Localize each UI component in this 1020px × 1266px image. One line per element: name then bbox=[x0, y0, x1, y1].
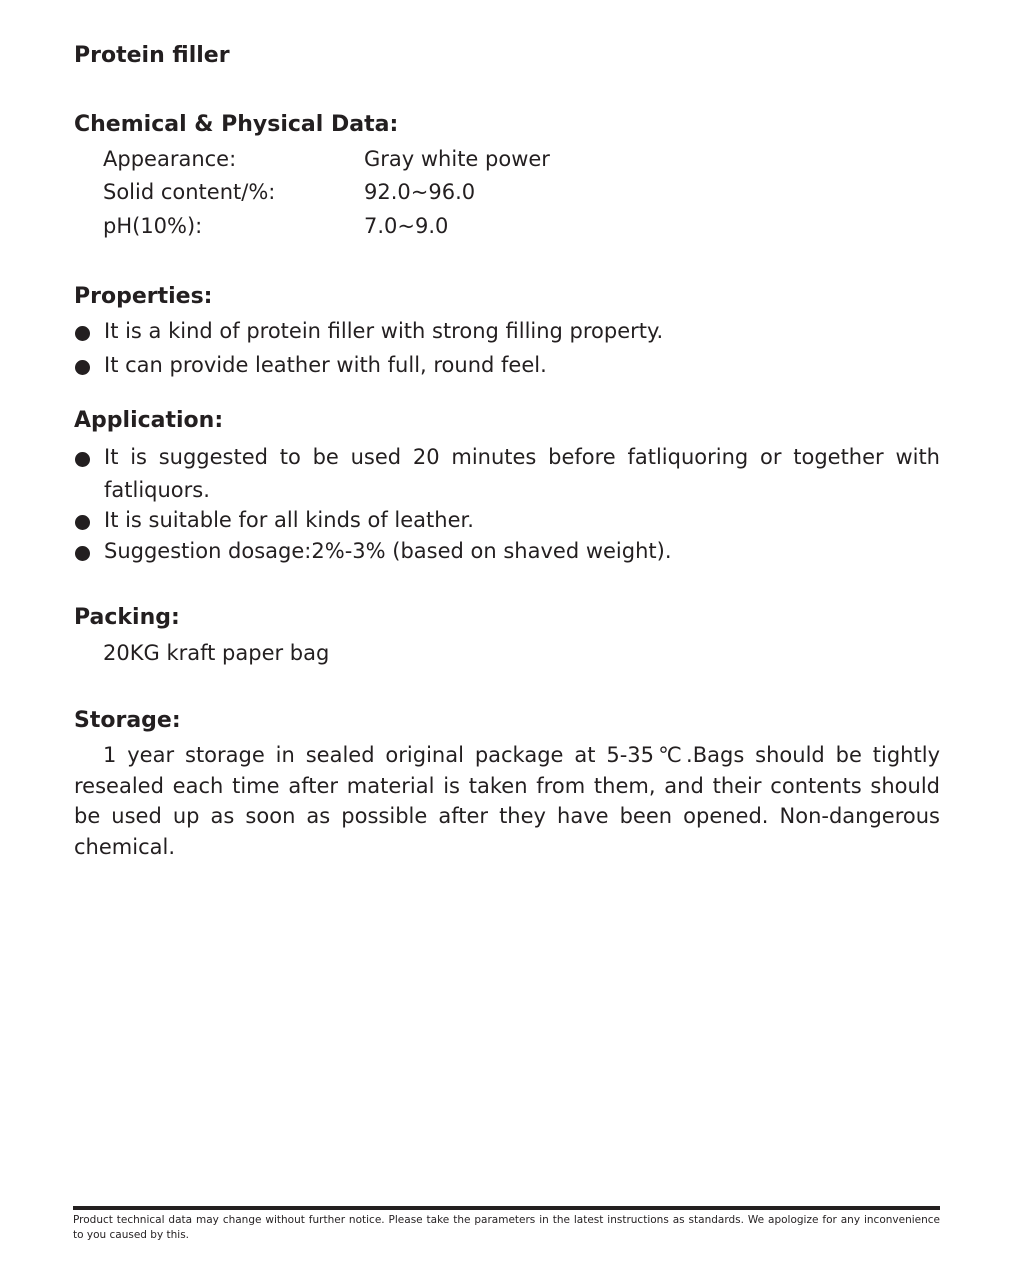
storage-heading: Storage: bbox=[74, 708, 181, 733]
list-item bbox=[74, 316, 940, 346]
footer-notice: Product technical data may change without further notice. Please take the parameters in the latest instructions as standards. We apologize for any inconvenience to you caused by this. bbox=[73, 1214, 940, 1241]
chemical-physical-heading: Chemical & Physical Data: bbox=[74, 112, 399, 137]
packing-text: 20KG kraft paper bag bbox=[103, 641, 330, 665]
spec-row-appearance bbox=[103, 144, 550, 174]
list-item-text: It is suitable for all kinds of leather. bbox=[104, 508, 474, 532]
spec-row-ph bbox=[103, 211, 448, 241]
spec-value: Gray white power bbox=[364, 147, 550, 171]
bullet-dot-icon bbox=[75, 326, 90, 341]
list-item-text: It can provide leather with full, round feel. bbox=[104, 353, 547, 377]
spec-key: Solid content/%: bbox=[103, 180, 276, 204]
list-item-text: Suggestion dosage:2%-3% (based on shaved weight). bbox=[104, 539, 672, 563]
document-title: Protein filler bbox=[74, 43, 230, 68]
properties-heading: Properties: bbox=[74, 284, 213, 309]
bullet-dot-icon bbox=[75, 515, 90, 530]
bullet-dot-icon bbox=[75, 546, 90, 561]
list-item bbox=[74, 350, 940, 380]
bullet-dot-icon bbox=[75, 360, 90, 375]
application-heading: Application: bbox=[74, 408, 224, 433]
spec-value: 92.0~96.0 bbox=[364, 180, 476, 204]
list-item bbox=[74, 536, 940, 566]
list-item bbox=[74, 505, 940, 535]
bullet-dot-icon bbox=[75, 452, 90, 467]
list-item bbox=[74, 441, 940, 507]
spec-row-solid-content bbox=[103, 177, 475, 207]
spec-key: Appearance: bbox=[103, 147, 237, 171]
storage-text: 1 year storage in sealed original package at 5-35℃.Bags should be tightly resealed each time after material is taken from them, and their contents should be used up as soon as possible after they have been opened. Non-dangerous chemical. bbox=[74, 743, 940, 859]
spec-value: 7.0~9.0 bbox=[364, 214, 449, 238]
list-item-text: It is a kind of protein filler with strong filling property. bbox=[104, 319, 664, 343]
footer-divider bbox=[73, 1206, 940, 1210]
spec-key: pH(10%): bbox=[103, 214, 203, 238]
list-item-text: It is suggested to be used 20 minutes before fatliquoring or together with fatliquors. bbox=[104, 445, 940, 502]
packing-heading: Packing: bbox=[74, 605, 180, 630]
